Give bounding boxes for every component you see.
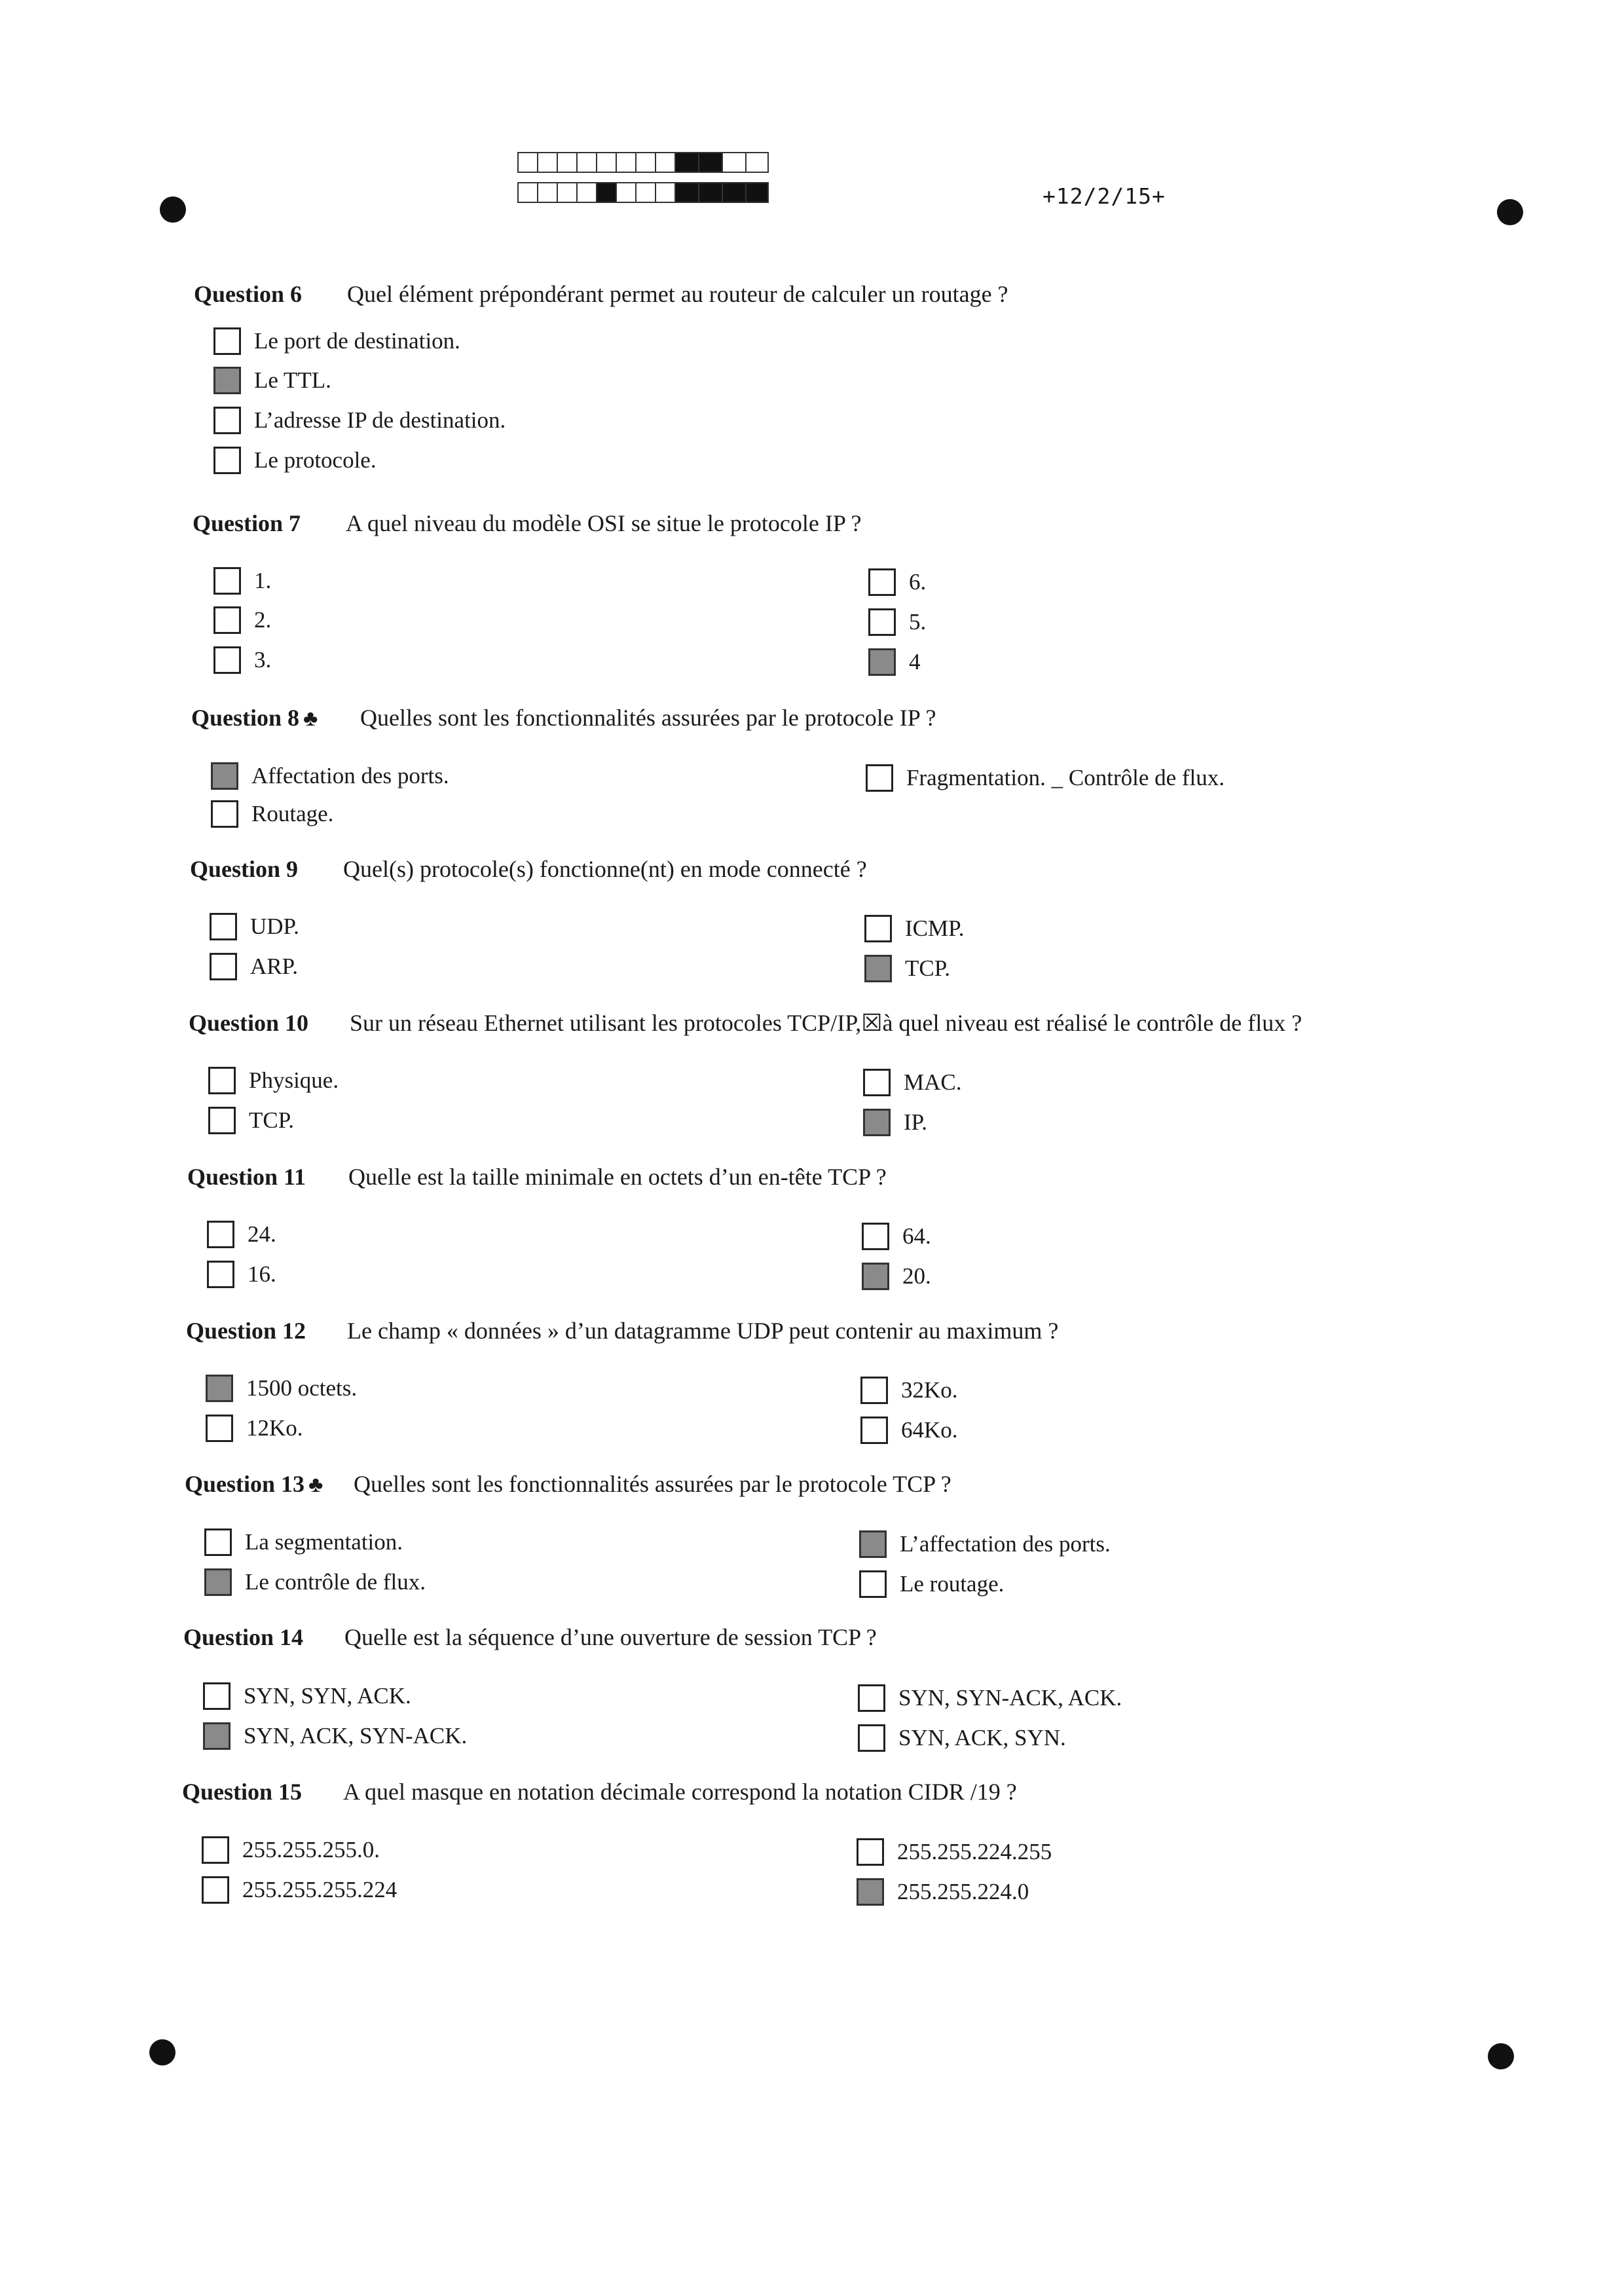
question-label: Question 6	[194, 281, 303, 307]
checkbox[interactable]	[202, 1836, 229, 1864]
checkbox[interactable]	[213, 646, 241, 674]
question-15	[182, 1778, 1439, 1817]
answer-option[interactable]	[868, 646, 921, 678]
answer-label: 12Ko.	[246, 1415, 303, 1441]
answer-option[interactable]	[862, 1220, 931, 1253]
answer-option[interactable]	[213, 325, 460, 358]
answer-option[interactable]	[868, 566, 926, 599]
answer-option[interactable]	[208, 1064, 339, 1097]
checkbox[interactable]	[210, 953, 237, 980]
answer-label: 1500 octets.	[246, 1375, 358, 1401]
answer-label: TCP.	[905, 955, 951, 981]
answer-option[interactable]	[206, 1412, 303, 1445]
code-box	[698, 182, 722, 203]
code-box	[674, 182, 698, 203]
answer-option[interactable]	[211, 760, 449, 792]
question-text: A quel niveau du modèle OSI se situe le protocole IP ?	[346, 510, 862, 536]
checkbox[interactable]	[862, 1223, 889, 1250]
multiple-answer-icon: ♣	[303, 707, 318, 731]
answer-option[interactable]	[213, 404, 506, 437]
code-box	[537, 152, 557, 173]
checkbox[interactable]	[208, 1107, 236, 1134]
answer-label: ICMP.	[905, 916, 965, 941]
answer-option[interactable]	[863, 1106, 927, 1139]
code-box	[655, 182, 674, 203]
answer-option[interactable]	[202, 1874, 397, 1906]
registration-mark-top-right	[1497, 199, 1523, 225]
answer-option[interactable]	[207, 1218, 276, 1251]
answer-label: ARP.	[250, 954, 298, 979]
answer-label: UDP.	[250, 914, 299, 939]
checkbox[interactable]	[207, 1261, 234, 1288]
answer-option[interactable]	[866, 762, 1225, 794]
answer-label: Fragmentation. _ Contrôle de flux.	[906, 765, 1225, 790]
checkbox[interactable]	[864, 915, 892, 942]
answer-option[interactable]	[204, 1566, 426, 1599]
checked-checkbox[interactable]	[868, 648, 896, 676]
answer-option[interactable]	[858, 1682, 1122, 1714]
question-12	[186, 1317, 1443, 1356]
answer-label: SYN, ACK, SYN-ACK.	[244, 1723, 468, 1749]
question-label: Question 14	[183, 1624, 304, 1650]
answer-label: Physique.	[249, 1067, 339, 1093]
answer-label: 255.255.224.0	[897, 1879, 1029, 1904]
answer-option[interactable]	[210, 910, 299, 943]
answer-option[interactable]	[213, 444, 377, 477]
answer-label: 2.	[254, 607, 272, 633]
registration-mark-bottom-left	[149, 2039, 175, 2065]
answer-option[interactable]	[863, 1066, 962, 1099]
checkbox[interactable]	[863, 1069, 891, 1096]
answer-option[interactable]	[208, 1104, 294, 1137]
answer-option[interactable]	[858, 1722, 1066, 1754]
registration-mark-top-left	[160, 196, 186, 223]
answer-option[interactable]	[859, 1568, 1004, 1601]
checked-checkbox[interactable]	[863, 1109, 891, 1136]
answer-label: 24.	[248, 1221, 276, 1247]
answer-option[interactable]	[213, 565, 271, 597]
question-9	[190, 855, 1447, 895]
header-code-row-2	[517, 182, 769, 203]
checkbox[interactable]	[213, 327, 241, 355]
code-box	[616, 182, 635, 203]
code-box	[576, 152, 596, 173]
checkbox[interactable]	[213, 606, 241, 634]
code-box	[698, 152, 722, 173]
code-box	[517, 182, 537, 203]
answer-label: SYN, SYN, ACK.	[244, 1683, 411, 1709]
checkbox[interactable]	[206, 1415, 233, 1442]
code-box	[674, 152, 698, 173]
answer-option[interactable]	[203, 1720, 467, 1752]
checkbox[interactable]	[213, 407, 241, 434]
code-box	[635, 182, 655, 203]
checkbox[interactable]	[213, 447, 241, 474]
answer-label: IP.	[904, 1109, 927, 1135]
answer-label: Le TTL.	[254, 367, 331, 393]
code-box	[722, 152, 745, 173]
checkbox[interactable]	[204, 1528, 232, 1556]
checked-checkbox[interactable]	[203, 1722, 231, 1750]
answer-label: 255.255.255.224	[242, 1877, 397, 1902]
question-13	[185, 1470, 1442, 1509]
answer-label: MAC.	[904, 1069, 962, 1095]
answer-option[interactable]	[213, 604, 271, 637]
code-box	[517, 152, 537, 173]
answer-label: 4	[909, 649, 921, 675]
answer-label: 20.	[902, 1263, 931, 1289]
code-box	[745, 182, 769, 203]
checkbox[interactable]	[211, 800, 238, 828]
checked-checkbox[interactable]	[213, 367, 241, 394]
question-10	[189, 1009, 1446, 1048]
question-text: Le champ « données » d’un datagramme UDP peut contenir au maximum ?	[347, 1318, 1059, 1344]
answer-option[interactable]	[207, 1258, 276, 1291]
checkbox[interactable]	[868, 568, 896, 596]
checkbox[interactable]	[857, 1838, 884, 1866]
question-label: Question 10	[189, 1010, 309, 1036]
checkbox[interactable]	[207, 1221, 234, 1248]
answer-label: Le routage.	[900, 1571, 1005, 1597]
code-box	[655, 152, 674, 173]
answer-option[interactable]	[864, 912, 964, 945]
checked-checkbox[interactable]	[204, 1568, 232, 1596]
question-14	[183, 1623, 1441, 1663]
answer-label: La segmentation.	[245, 1529, 403, 1555]
answer-option[interactable]	[203, 1680, 411, 1713]
question-7	[193, 509, 1450, 549]
answer-label: Le protocole.	[254, 447, 377, 473]
question-label: Question 12	[186, 1318, 306, 1344]
answer-label: Le port de destination.	[254, 328, 460, 354]
answer-option[interactable]	[862, 1260, 931, 1293]
answer-option[interactable]	[868, 606, 926, 639]
question-text: Quelles sont les fonctionnalités assurées par le protocole IP ?	[360, 705, 936, 731]
answer-label: SYN, ACK, SYN.	[898, 1725, 1066, 1750]
answer-option[interactable]	[211, 798, 333, 830]
header-code-row-1	[517, 152, 769, 173]
question-11	[187, 1163, 1445, 1202]
question-text: Quelle est la taille minimale en octets d’un en-tête TCP ?	[348, 1164, 887, 1190]
answer-option[interactable]	[202, 1834, 380, 1866]
answer-label: 64.	[902, 1223, 931, 1249]
answer-option[interactable]	[860, 1414, 958, 1447]
checkbox[interactable]	[213, 567, 241, 595]
answer-label: 255.255.224.255	[897, 1839, 1052, 1864]
answer-label: Affectation des ports.	[251, 763, 449, 788]
question-text: Quelles sont les fonctionnalités assurées par le protocole TCP ?	[354, 1471, 951, 1497]
answer-label: TCP.	[249, 1107, 295, 1133]
code-box	[722, 182, 745, 203]
checked-checkbox[interactable]	[857, 1878, 884, 1906]
answer-label: 64Ko.	[901, 1417, 958, 1443]
checkbox[interactable]	[860, 1377, 888, 1404]
answer-option[interactable]	[210, 950, 298, 983]
question-8	[191, 704, 1449, 743]
question-label: Question 11	[187, 1164, 306, 1190]
question-label: Question 9	[190, 856, 299, 882]
checkbox[interactable]	[860, 1416, 888, 1444]
answer-option[interactable]	[213, 364, 331, 397]
answer-label: 16.	[248, 1261, 276, 1287]
answer-option[interactable]	[857, 1876, 1029, 1908]
answer-option[interactable]	[206, 1372, 357, 1405]
registration-mark-bottom-right	[1488, 2043, 1514, 2069]
question-label: Question 7	[193, 510, 301, 536]
checked-checkbox[interactable]	[859, 1530, 887, 1558]
checked-checkbox[interactable]	[211, 762, 238, 790]
question-text: Quelle est la séquence d’une ouverture de session TCP ?	[344, 1624, 877, 1650]
answer-label: 5.	[909, 609, 927, 635]
answer-option[interactable]	[857, 1836, 1052, 1868]
answer-option[interactable]	[864, 952, 950, 985]
answer-label: Routage.	[251, 801, 334, 826]
answer-label: 32Ko.	[901, 1377, 958, 1403]
checkbox[interactable]	[208, 1067, 236, 1094]
checkbox[interactable]	[859, 1570, 887, 1598]
question-text: A quel masque en notation décimale correspond la notation CIDR /19 ?	[343, 1779, 1017, 1805]
code-box	[537, 182, 557, 203]
code-box	[576, 182, 596, 203]
question-text: Quel(s) protocole(s) fonctionne(nt) en mode connecté ?	[343, 856, 867, 882]
checkbox[interactable]	[858, 1684, 885, 1712]
checked-checkbox[interactable]	[206, 1375, 233, 1402]
checkbox[interactable]	[210, 913, 237, 940]
question-label: Question 8 ♣	[191, 705, 318, 731]
code-box	[635, 152, 655, 173]
question-text: Quel élément prépondérant permet au routeur de calculer un routage ?	[347, 281, 1008, 307]
multiple-answer-icon: ♣	[308, 1473, 323, 1497]
code-box	[596, 182, 616, 203]
answer-label: 1.	[254, 568, 272, 593]
code-box	[616, 152, 635, 173]
question-6	[194, 280, 1451, 320]
answer-option[interactable]	[213, 644, 271, 676]
code-box	[557, 182, 576, 203]
checked-checkbox[interactable]	[864, 955, 892, 982]
answer-label: 3.	[254, 647, 272, 673]
question-text: Sur un réseau Ethernet utilisant les protocoles TCP/IP,☒à quel niveau est réalisé le contrôle de flux ?	[350, 1010, 1302, 1036]
answer-option[interactable]	[204, 1526, 403, 1559]
answer-label: Le contrôle de flux.	[245, 1569, 426, 1595]
page-id: +12/2/15+	[1043, 183, 1166, 209]
code-box	[745, 152, 769, 173]
answer-label: 6.	[909, 569, 927, 595]
answer-label: L’adresse IP de destination.	[254, 407, 506, 433]
answer-label: 255.255.255.0.	[242, 1837, 380, 1862]
code-box	[557, 152, 576, 173]
checked-checkbox[interactable]	[862, 1263, 889, 1290]
answer-option[interactable]	[859, 1528, 1111, 1561]
question-label: Question 13 ♣	[185, 1471, 323, 1497]
checkbox[interactable]	[866, 764, 893, 792]
checkbox[interactable]	[868, 608, 896, 636]
answer-label: SYN, SYN-ACK, ACK.	[898, 1685, 1122, 1711]
question-label: Question 15	[182, 1779, 303, 1805]
checkbox[interactable]	[202, 1876, 229, 1904]
code-box	[596, 152, 616, 173]
answer-option[interactable]	[860, 1374, 958, 1407]
answer-label: L’affectation des ports.	[900, 1531, 1111, 1557]
checkbox[interactable]	[858, 1724, 885, 1752]
checkbox[interactable]	[203, 1682, 231, 1710]
